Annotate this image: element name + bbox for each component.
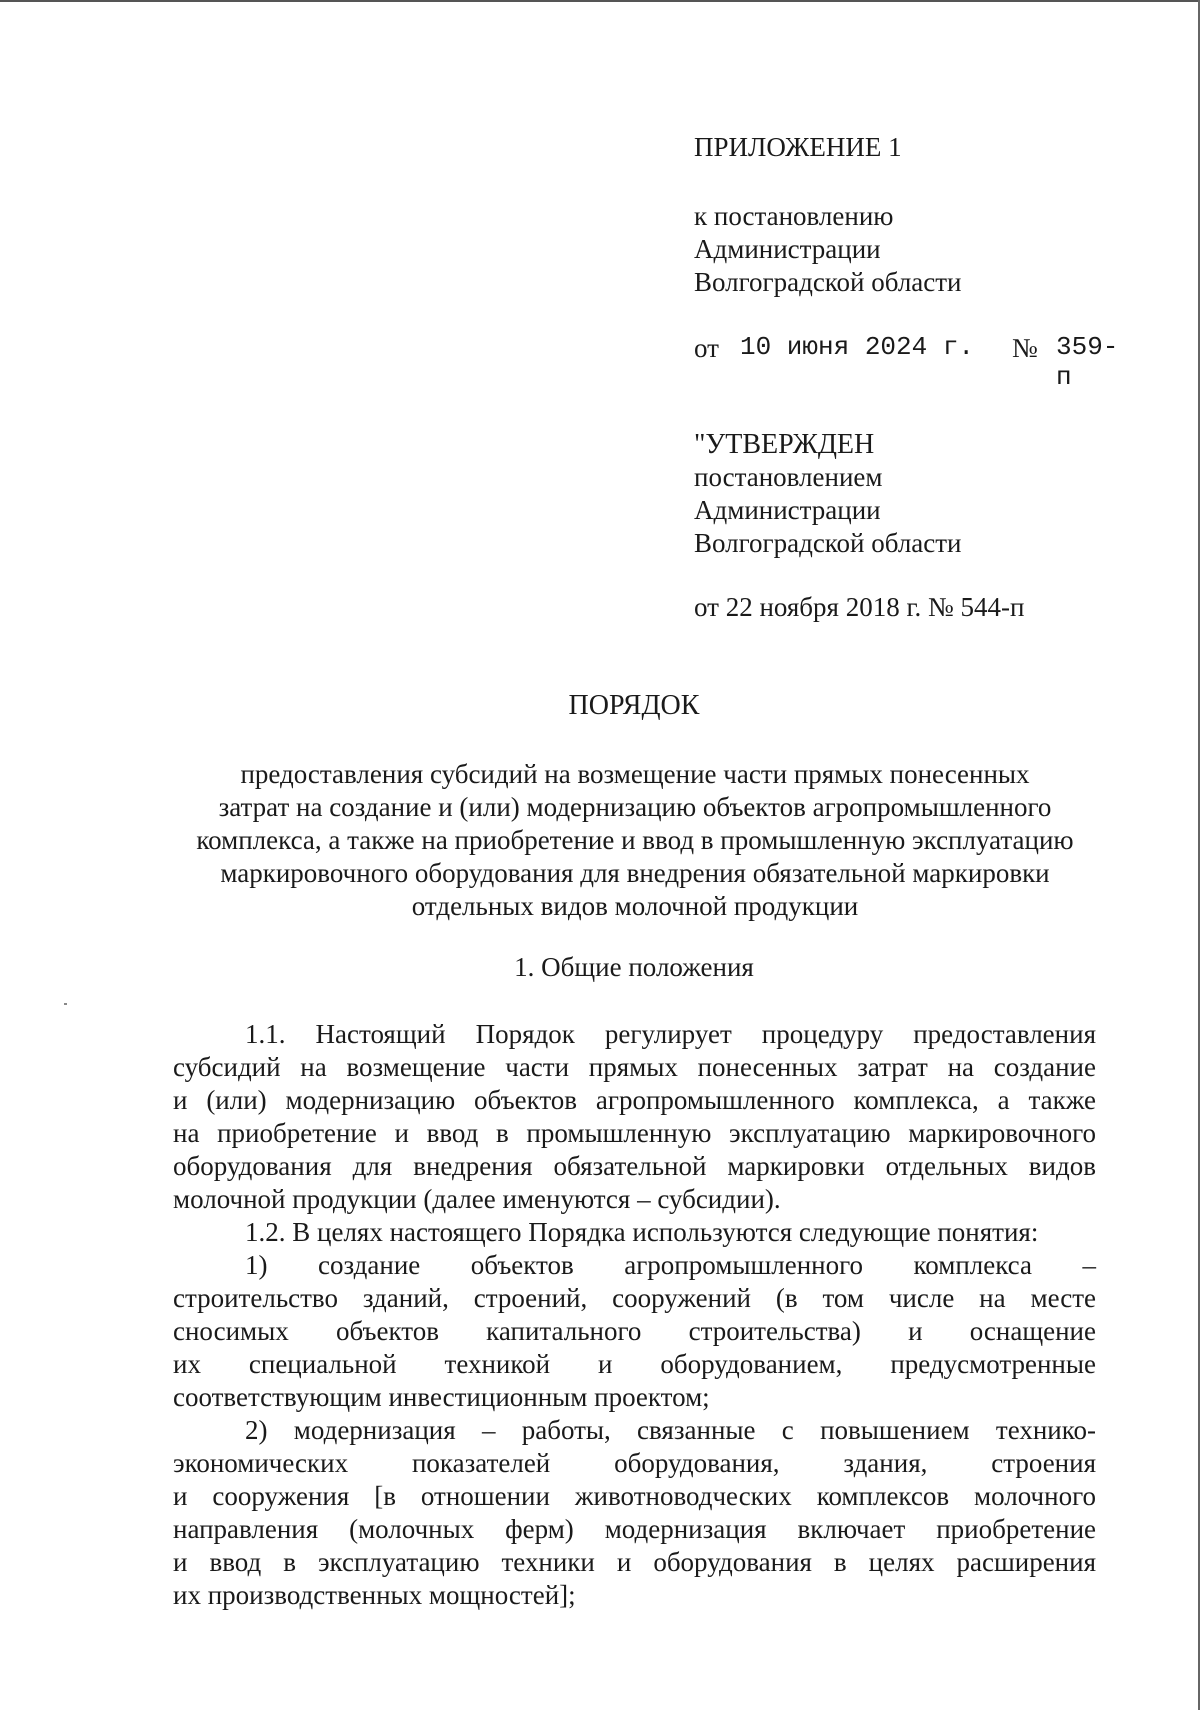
number-label: №	[1012, 333, 1038, 363]
to-decree-line: Волгоградской области	[694, 267, 962, 297]
appendix-label: ПРИЛОЖЕНИЕ 1	[694, 132, 902, 162]
paragraph-line: 1) создание объектов агропромышленного комплекса –	[245, 1250, 1096, 1280]
subtitle-line: комплекса, а также на приобретение и ввод в промышленную эксплуатацию	[196, 825, 1074, 855]
subtitle-line: предоставления субсидий на возмещение части прямых понесенных	[240, 759, 1030, 789]
paragraph-1-1	[173, 1018, 1096, 1216]
paragraph-line: их производственных мощностей];	[173, 1580, 576, 1610]
approved-date-line: от 22 ноября 2018 г. № 544-п	[694, 592, 1025, 622]
approved-line: Администрации	[694, 495, 881, 525]
subtitle-line: маркировочного оборудования для внедрения обязательной маркировки	[220, 858, 1050, 888]
to-decree-line: Администрации	[694, 234, 881, 264]
approved-heading: "УТВЕРЖДЕН	[694, 429, 875, 460]
paragraph-line: 1.2. В целях настоящего Порядка используются следующие понятия:	[245, 1217, 1039, 1247]
decree-number: 359-п	[1056, 332, 1119, 392]
paragraph-line: 2) модернизация – работы, связанные с повышением технико-	[245, 1415, 1096, 1445]
paragraph-line: и (или) модернизацию объектов агропромышленного комплекса, а также	[173, 1085, 1096, 1115]
approved-line: Волгоградской области	[694, 528, 962, 558]
paragraph-line: соответствующим инвестиционным проектом;	[173, 1382, 710, 1412]
paragraph-line: экономических показателей оборудования, здания, строения	[173, 1448, 1096, 1478]
paragraph-line: строительство зданий, строений, сооружений (в том числе на месте	[173, 1283, 1096, 1313]
paragraph-line: сносимых объектов капитального строительства) и оснащение	[173, 1316, 1096, 1346]
to-decree-line: к постановлению	[694, 201, 894, 231]
decree-date: 10 июня 2024 г.	[740, 332, 975, 362]
approved-block	[694, 428, 962, 560]
subtitle-line: отдельных видов молочной продукции	[411, 891, 859, 921]
approved-line: постановлением	[694, 462, 883, 492]
decree-date-line	[694, 328, 1124, 392]
date-prefix: от	[694, 333, 719, 363]
subtitle-line: затрат на создание и (или) модернизацию объектов агропромышленного	[218, 792, 1052, 822]
scan-edge-top	[0, 0, 1200, 2]
paragraph-line: на приобретение и ввод в промышленную эксплуатацию маркировочного	[173, 1118, 1096, 1148]
document-subtitle	[140, 758, 1130, 923]
paragraph-line: молочной продукции (далее именуются – субсидии).	[173, 1184, 781, 1214]
paragraph-line: их специальной техникой и оборудованием, предусмотренные	[173, 1349, 1096, 1379]
paragraph-line: и ввод в эксплуатацию техники и оборудования в целях расширения	[173, 1547, 1096, 1577]
document-title: ПОРЯДОК	[568, 690, 700, 721]
scan-speck	[64, 1003, 67, 1005]
paragraph-line: оборудования для внедрения обязательной маркировки отдельных видов	[173, 1151, 1096, 1181]
paragraph-line: 1.1. Настоящий Порядок регулирует процедуру предоставления	[245, 1019, 1096, 1049]
paragraph-line: направления (молочных ферм) модернизация включает приобретение	[173, 1514, 1096, 1544]
paragraph-1-2	[173, 1216, 1096, 1612]
section-title: 1. Общие положения	[514, 952, 754, 982]
to-decree-block	[694, 200, 962, 299]
paragraph-line: субсидий на возмещение части прямых понесенных затрат на создание	[173, 1052, 1096, 1082]
paragraph-line: и сооружения [в отношении животноводческих комплексов молочного	[173, 1481, 1096, 1511]
